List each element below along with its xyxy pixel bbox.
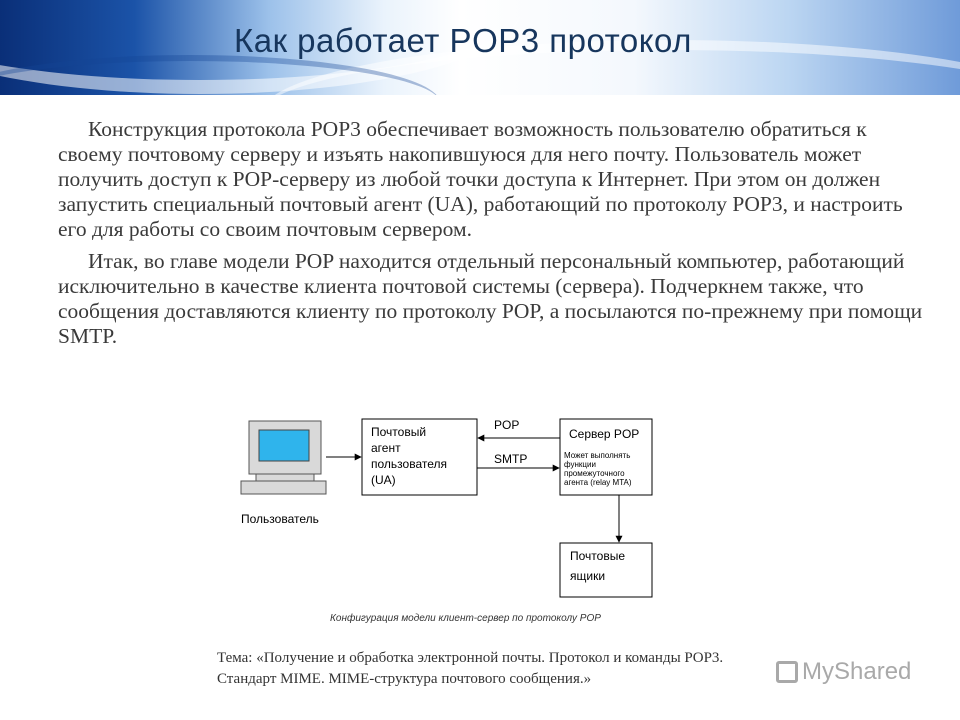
smtp-label: SMTP bbox=[494, 452, 528, 466]
myshared-logo-icon bbox=[776, 661, 798, 683]
computer-icon bbox=[241, 421, 326, 494]
server-note: Может выполнять функции промежуточного агента (relay MTA) bbox=[564, 451, 632, 487]
diagram-caption: Конфигурация модели клиент-сервер по протоколу POP bbox=[330, 613, 601, 624]
footer-line: Стандарт MIME. MIME-структура почтового сообщения.» bbox=[217, 671, 592, 687]
agent-label: Почтовый агент пользователя (UA) bbox=[371, 425, 447, 487]
slide-title: Как работает POP3 протокол bbox=[234, 22, 692, 59]
server-title: Сервер POP bbox=[569, 427, 640, 441]
watermark-logo bbox=[776, 658, 911, 686]
paragraph: Итак, во главе модели POP находится отдельный персональный компьютер, работающий исключительно в качестве клиента почтовой системы (сервера). Подчеркнем также, что сообщения доставляются клиенту по протоколу POP, а посылаются по-прежнему при помощи SMTP. bbox=[58, 249, 923, 348]
footer-line: Тема: «Получение и обработка электронной почты. Протокол и команды POP3. bbox=[217, 650, 724, 666]
watermark-text: MyShared bbox=[802, 658, 912, 685]
mailbox-label: Почтовые ящики bbox=[570, 549, 625, 583]
paragraph: Конструкция протокола POP3 обеспечивает возможность пользователю обратиться к своему почтовому серверу и изъять накопившуюся для него почту. Пользователь может получить доступ к POP-серверу из любой точки доступа к Интернет. При этом он должен запустить специальный почтовый агент (UA), работающий по протоколу POP3, и настроить его для работы со своим почтовым сервером. bbox=[58, 117, 903, 241]
pop-label: POP bbox=[494, 418, 520, 432]
user-label: Пользователь bbox=[241, 512, 319, 526]
